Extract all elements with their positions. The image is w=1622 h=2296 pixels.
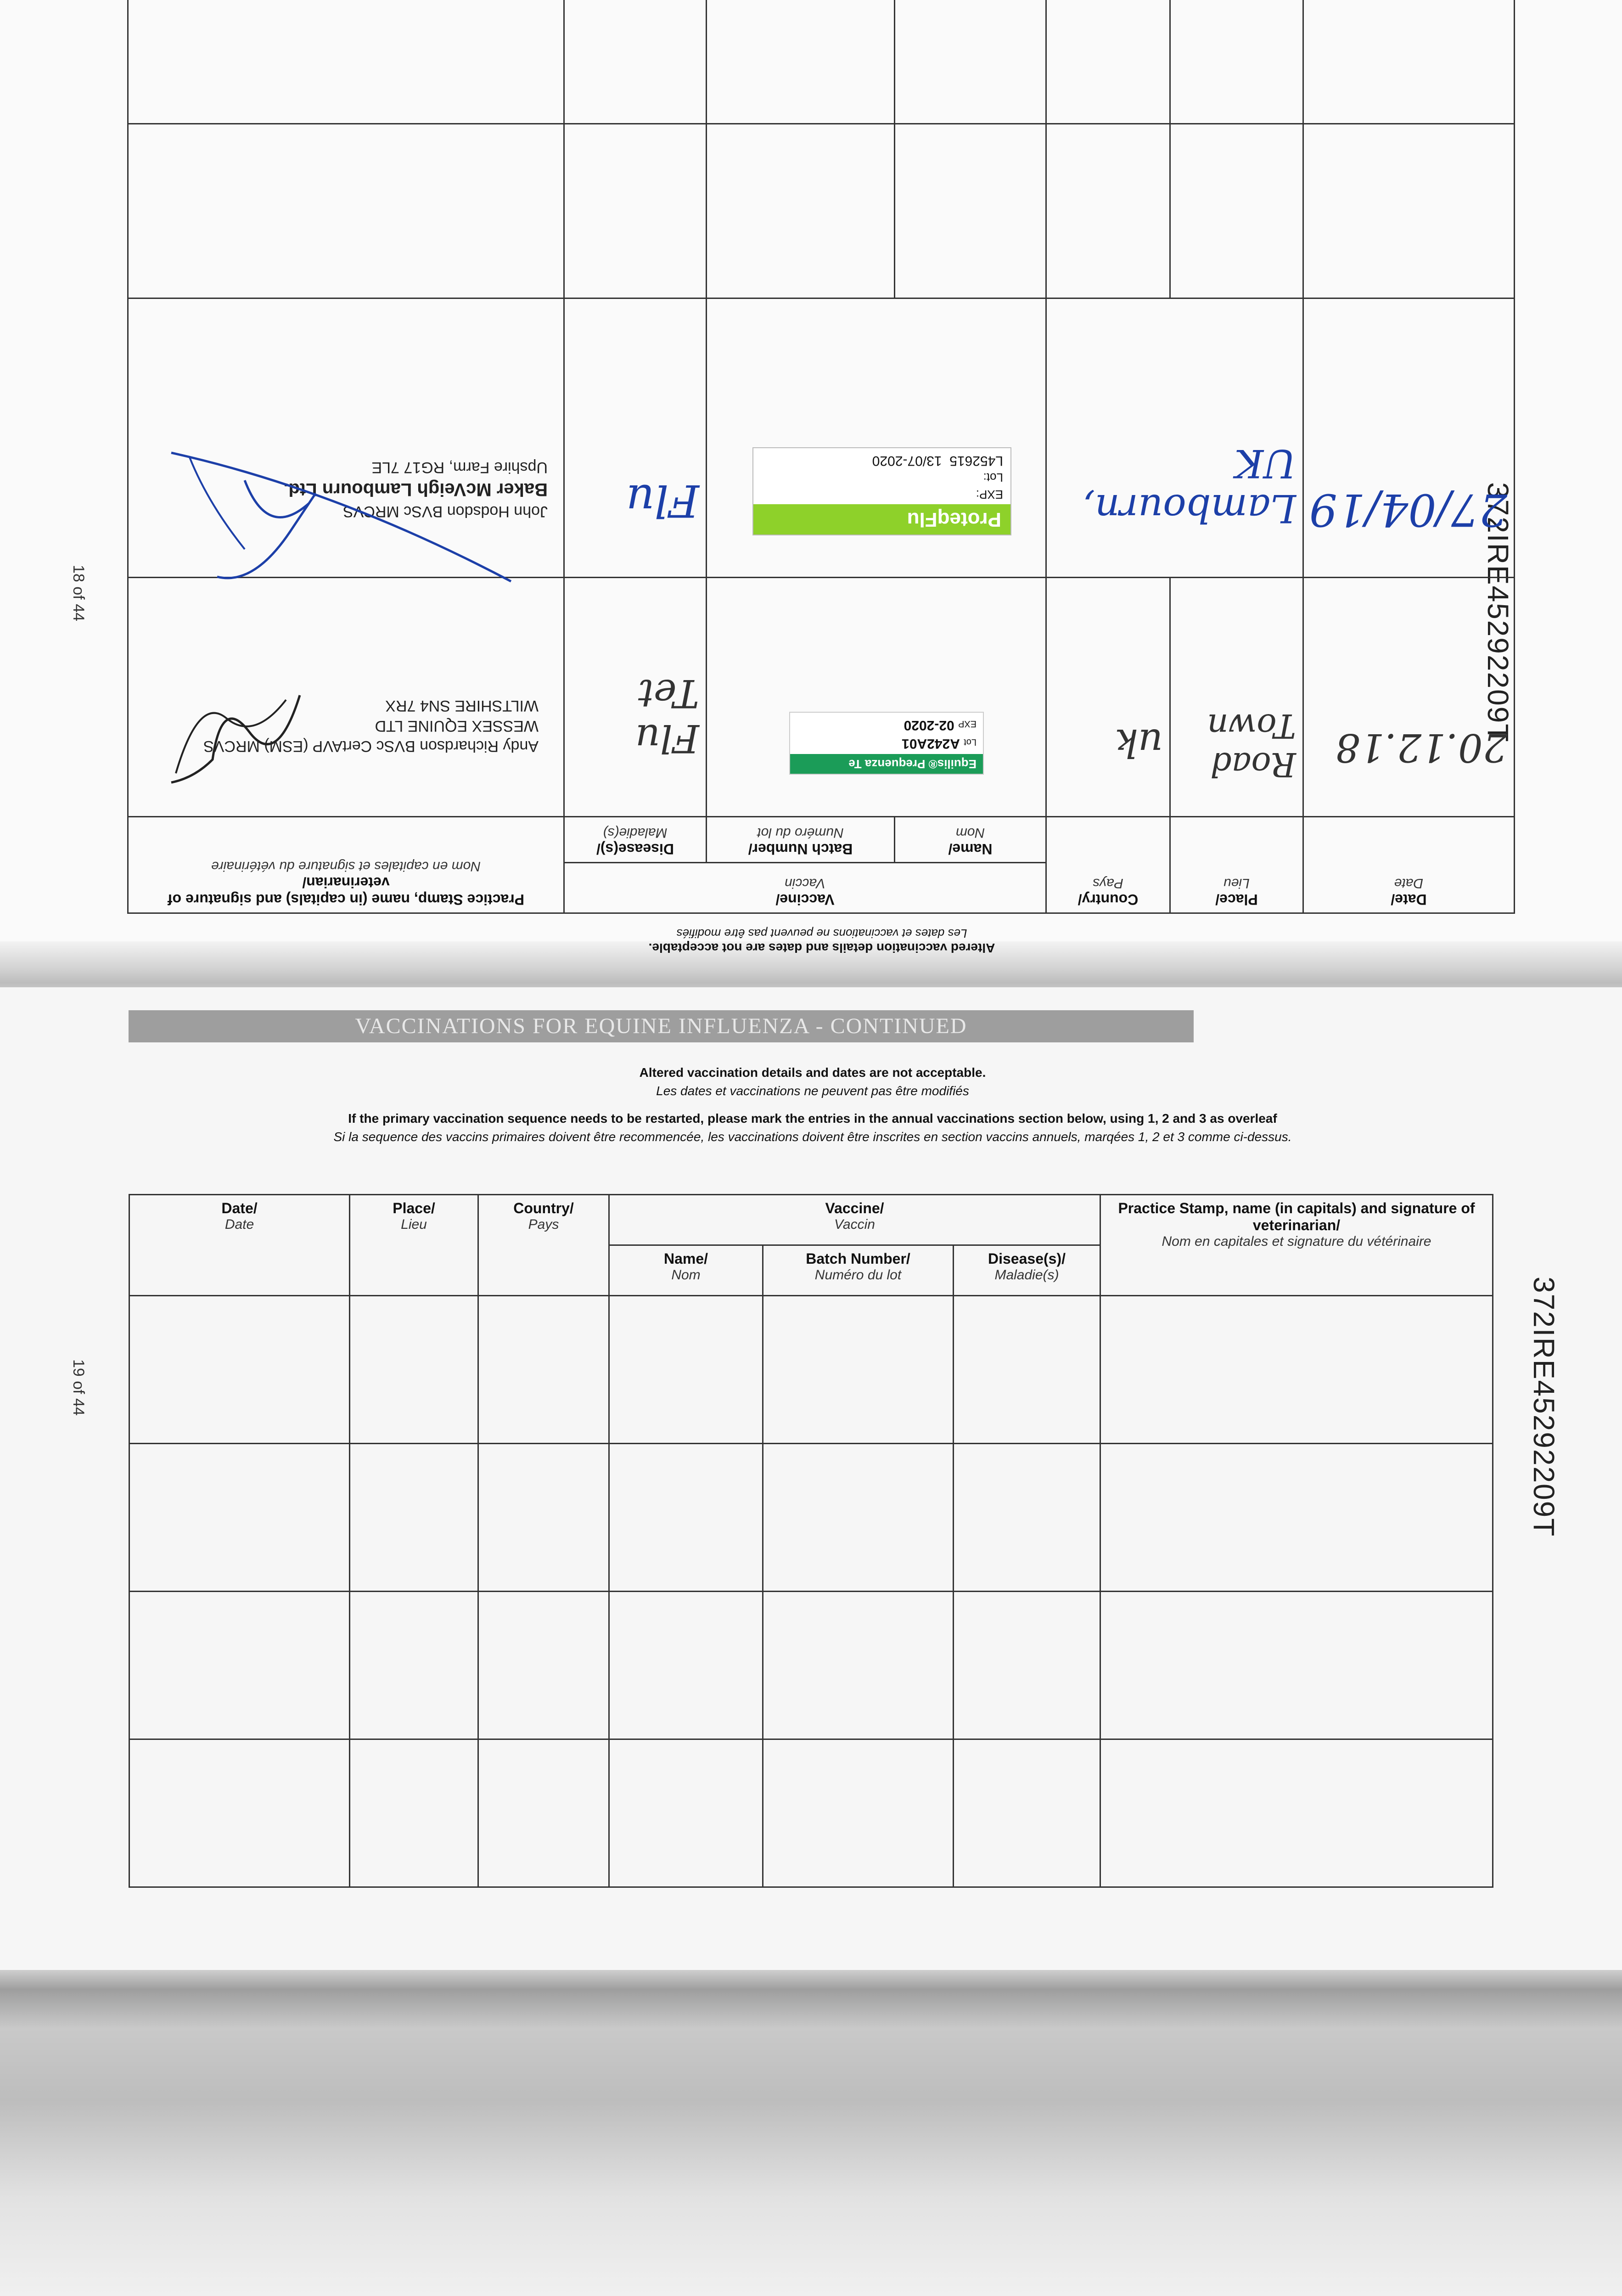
cell-vaccine-label bbox=[707, 298, 1046, 578]
restart-notice-fr: Si la sequence des vaccins primaires doivent être recommencée, les vaccinations doivent être inscrites en section vaccins annuels, marqées 1, 2 et 3 comme ci-dessus. bbox=[333, 1130, 1292, 1144]
altered-notice-fr: Les dates et vaccinations ne peuvent pas être modifiés bbox=[676, 927, 967, 940]
signature bbox=[167, 677, 304, 787]
col-batch: Batch Number/ Numéro du lot bbox=[763, 1245, 954, 1296]
cell-country: uk bbox=[1046, 578, 1170, 817]
cell-stamp bbox=[128, 298, 564, 578]
col-place: Place/ Lieu bbox=[1170, 817, 1303, 913]
cell-place: Road Town bbox=[1170, 578, 1303, 817]
col-country: Country/ Pays bbox=[478, 1195, 609, 1296]
vaccine-sticker: Equilis® Prequenza Te Lot A242A01 EXP 02-2020 bbox=[789, 712, 984, 775]
altered-notice: Altered vaccination details and dates are not acceptable. bbox=[639, 1065, 986, 1080]
table-row bbox=[128, 0, 1515, 124]
cell-stamp bbox=[128, 578, 564, 817]
col-stamp: Practice Stamp, name (in capitals) and signature of veterinarian/ Nom en capitales et signature du vétérinaire bbox=[1100, 1195, 1493, 1296]
col-date: Date/ Date bbox=[1303, 817, 1515, 913]
cell-place: Lambourn, UK bbox=[1046, 298, 1303, 578]
cell-disease: Flu bbox=[564, 298, 707, 578]
col-stamp: Practice Stamp, name (in capitals) and signature of veterinarian/ Nom en capitales et signature du vétérinaire bbox=[128, 817, 564, 913]
vaccination-table-upside-down bbox=[129, 110, 1515, 955]
altered-notice: Altered vaccination details and dates are not acceptable. bbox=[648, 941, 995, 955]
table-row bbox=[128, 124, 1515, 298]
restart-notice: If the primary vaccination sequence needs to be restarted, please mark the entries in the annual vaccinations section below, using 1, 2 and 3 as overleaf bbox=[348, 1111, 1277, 1125]
document-id-top: 372IRE45292209T bbox=[1482, 482, 1515, 743]
table-row bbox=[128, 298, 1515, 578]
table-row bbox=[129, 1444, 1493, 1592]
col-vaccine-name: Name/ Nom bbox=[895, 817, 1046, 863]
col-country: Country/ Pays bbox=[1046, 817, 1170, 913]
col-batch: Batch Number/ Numéro du lot bbox=[707, 817, 895, 863]
section-heading: VACCINATIONS FOR EQUINE INFLUENZA - CONTINUED bbox=[129, 1010, 1194, 1042]
top-vaccination-table bbox=[127, 0, 1515, 914]
bottom-vaccination-table bbox=[129, 1194, 1492, 1887]
col-vaccine: Vaccine/ Vaccin bbox=[564, 863, 1046, 913]
col-vaccine: Vaccine/ Vaccin bbox=[609, 1195, 1100, 1245]
col-vaccine-name: Name/ Nom bbox=[609, 1245, 763, 1296]
table-row bbox=[129, 1739, 1493, 1887]
document-id-bottom: 372IRE45292209T bbox=[1527, 1277, 1560, 1537]
cell-date: 20.12.18 bbox=[1303, 578, 1515, 817]
col-disease: Disease(s)/ Maladie(s) bbox=[564, 817, 707, 863]
table-row bbox=[128, 578, 1515, 817]
altered-notice-fr: Les dates et vaccinations ne peuvent pas être modifiés bbox=[656, 1084, 969, 1098]
table-row bbox=[129, 1296, 1493, 1444]
signature bbox=[153, 444, 566, 595]
page-number-bottom: 19 of 44 bbox=[70, 1359, 87, 1416]
cell-disease: Flu Tet bbox=[564, 578, 707, 817]
cell-date: 27/04/19 bbox=[1303, 298, 1515, 578]
vet-stamp: John Hodsdon BVSc MRCVS Baker McVeigh Lambourn Ltd. Upshire Farm, RG17 7LE bbox=[283, 459, 548, 521]
scanner-edge bbox=[0, 1970, 1622, 2296]
vaccine-sticker: ProteqFlu EXP: Lot: L452615 13/07-2020 bbox=[752, 447, 1011, 535]
vet-stamp: Andy Richardson BVSc CertAVP (ESM) MRCVS WESSEX EQUINE LTD WILTSHIRE SN4 7RX bbox=[203, 697, 539, 755]
col-place: Place/ Lieu bbox=[350, 1195, 478, 1296]
table-row bbox=[129, 1592, 1493, 1739]
page-number-top: 18 of 44 bbox=[70, 565, 87, 621]
col-date: Date/ Date bbox=[129, 1195, 350, 1296]
col-disease: Disease(s)/ Maladie(s) bbox=[954, 1245, 1100, 1296]
cell-vaccine-label bbox=[707, 578, 1046, 817]
